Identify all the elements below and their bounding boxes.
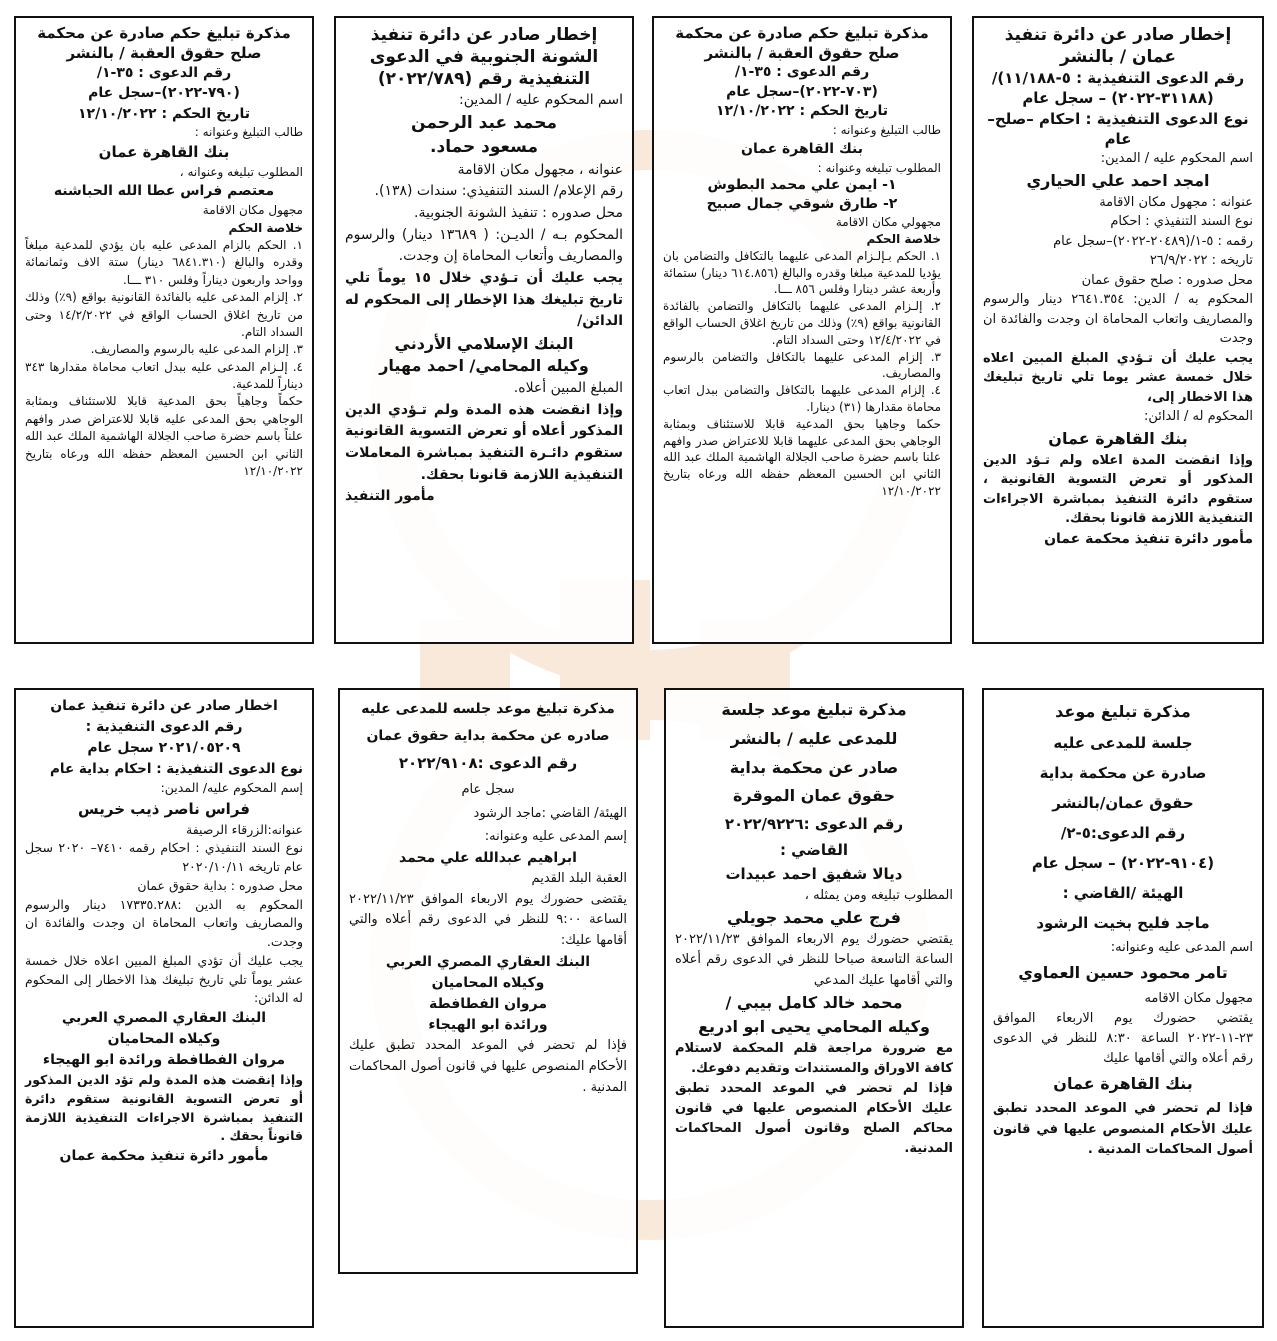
- hearing-details: يقتضي حضورك يوم الاربعاء الموافق ٢٠٢٢/١١/٢٣ الساعة التاسعة صباحا للنظر في الدعوى رقم أعلاه والتي أقامها عليك المدعي: [675, 932, 953, 988]
- summary-label: خلاصة الحكم: [866, 231, 941, 246]
- creditor-label: المحكوم له / الدائن:: [1143, 409, 1253, 425]
- recipients-address: مجهولي مكان الاقامة: [835, 215, 941, 230]
- title-line-4: حقوق عمان الموقرة: [733, 786, 895, 806]
- document-date: تاريخه : ٢٦/٩/٢٠٢٢: [1149, 253, 1253, 269]
- notice-amman-execution-khrais: [14, 688, 314, 1328]
- document-origin: محل صدوره : بداية حقوق عمان: [137, 877, 303, 893]
- hearing-details: يقتضي حضورك يوم الاربعاء الموافق ٢٣-١١-٢٠٢٢ الساعة ٨:٣٠ للنظر في الدعوى رقم أعلاه والتي أقامها عليك: [993, 1010, 1254, 1066]
- recipient-2: ٢- طارق شوقي جمال صبيح: [706, 196, 898, 213]
- notice-hearing-juwaili: [664, 688, 964, 1328]
- case-label: رقم الدعوى التنفيذية :: [85, 719, 243, 735]
- case-type: نوع الدعوى التنفيذية : احكام –صلح–عام: [987, 109, 1249, 148]
- verdict-item-4: ٤. إلـزام المدعى عليه ببدل اتعاب محاماة مقدارها ٣٤٣ ديناراً للمدعية.: [25, 359, 303, 392]
- notice-amman-execution-alhayari: [972, 16, 1264, 644]
- title-line-3: صادر عن محكمة بداية: [729, 757, 899, 777]
- registry: سجل عام: [461, 781, 515, 797]
- notice-title: إخطار صادر عن دائرة تنفيذ عمان / بالنشر: [1004, 25, 1232, 68]
- ruling-text: حكماً وجاهياً بحق المدعية قابلا للاستئناف وبمثابة الوجاهي بحق المدعى عليه قابلا للاعتراض صدر وافهم علناً باسم حضرة صاحب الجلالة الهاشمية الملك عبد الله الثاني ابن الحسين المعظم حفظه الله ورعاه بتاريخ ١٢/١٠/٢٠٢٢: [25, 394, 303, 479]
- plaintiff-name: البنك العقاري المصري العربي: [385, 954, 591, 971]
- panel-label: الهيئة /القاضي :: [1062, 884, 1184, 902]
- creditor-name: البنك العقاري المصري العربي: [61, 1010, 267, 1026]
- notice-hearing-ibrahim: [338, 688, 638, 1274]
- debtor-label: اسم المحكوم عليه / المدين:: [1100, 151, 1253, 167]
- plaintiff-lawyer: وكيله المحامي يحيى ابو ادريع: [698, 1016, 930, 1036]
- signature: مأمور التنفيذ: [345, 488, 435, 505]
- debtor-address: عنوانه : مجهول مكان الاقامة: [1099, 194, 1253, 210]
- recipients-label: المطلوب تبليغه وعنوانه :: [817, 160, 941, 175]
- lawyers-names: مروان الفطافطة ورائدة ابو الهيجاء: [42, 1052, 286, 1068]
- lawyers-label: وكيلاه المحاميان: [107, 1031, 221, 1047]
- plaintiff-name: محمد خالد كامل بيبي /: [725, 992, 903, 1012]
- creditor-name: البنك الإسلامي الأردني: [394, 334, 574, 354]
- signature: مأمور دائرة تنفيذ محكمة عمان: [59, 1148, 269, 1164]
- debtor-name: امجد احمد علي الحياري: [1026, 170, 1210, 190]
- requester-name: بنك القاهرة عمان: [741, 140, 863, 157]
- verdict-item-3: ٣. إلزام المدعى عليه بالرسوم والمصاريف.: [90, 342, 303, 357]
- debtor-name-2: مسعود حماد.: [430, 136, 538, 157]
- case-number: رقم الدعوى : ٣٥-١/: [734, 64, 870, 80]
- debtor-address: عنوانه ، مجهول مكان الاقامة: [457, 161, 623, 178]
- title-line-1: مذكرة تبليغ موعد جلسة: [721, 700, 907, 719]
- notice-title: مذكرة تبليغ حكم صادرة عن محكمة صلح حقوق العقبة / بالنشر: [675, 24, 929, 62]
- document-number: رقمه : ٥-١/(٢٠٤٨٩-٢٠٢٢)–سجل عام: [1053, 233, 1253, 249]
- absence-warning: فإذا لم تحضر في الموعد المحدد تطبق عليك الأحكام المنصوص عليها في قانون أصول المحاكمات المدنية .: [349, 1038, 627, 1095]
- notice-title: إخطار صادر عن دائرة تنفيذ الشونة الجنوبية في الدعوى التنفيذية رقم (٢٠٢٢/٧٨٩): [369, 25, 599, 90]
- panel-judge: الهيئة/ القاضي :ماجد الرشود: [473, 806, 627, 822]
- enforcement-warning: وإذا إنقضت هذه المدة ولم تؤد الدين المذكور أو تعرض التسوية القانونية ستقوم دائرة التنفيذ بمباشرة الاجراءات التنفيذية اللازمة قانوناً بحقك .: [25, 1072, 303, 1144]
- case-year: (٩١٠٤-٢٠٢٢) – سجل عام: [1031, 854, 1215, 872]
- judgment-amount: المحكوم به / الدين: ٢٦٤١.٣٥٤ دينار والرسوم والمصاريف واتعاب المحاماة ان وجدت والفائدة ان وجدت: [983, 292, 1253, 347]
- case-year: (٧٩٠-٢٠٢٢)–سجل عام: [88, 85, 240, 102]
- judgment-amount: المحكوم بـه / الديـن: ( ١٣٦٨٩ دينار) والرسوم والمصاريف وأتعاب المحاماة إن وجدت.: [345, 226, 623, 265]
- title-line-2: للمدعى عليه / بالنشر: [730, 728, 898, 748]
- creditor-name: بنك القاهرة عمان: [1048, 428, 1188, 448]
- recipient-address: مجهول مكان الاقامة: [202, 203, 303, 218]
- case-number: رقم الدعوى:٥-٢/: [1060, 824, 1186, 842]
- title-line-2: صادره عن محكمة بداية حقوق عمان: [366, 727, 610, 744]
- verdict-date: تاريخ الحكم : ١٢/١٠/٢٠٢٢: [716, 103, 888, 120]
- title-line-2: جلسة للمدعى عليه: [1053, 734, 1193, 752]
- hearing-details: يقتضى حضورك يوم الاربعاء الموافق ٢٠٢٢/١١/٢٣ الساعة ٩:٠٠ للنظر في الدعوى رقم أعلاه والتي أقامها عليك:: [349, 891, 627, 949]
- enforcement-warning: وإذا انقضت المدة اعلاه ولم تـؤد الدين المذكور أو تعرض التسوية القانونية ، ستقوم دائرة التنفيذ بمباشرة الاجراءات التنفيذية اللازمة قانونا بحقك.: [983, 452, 1253, 527]
- absence-warning: فإذا لم تحضر في الموعد المحدد تطبق عليك الأحكام المنصوص عليها في قانون أصول المحاكمات المدنية .: [993, 1101, 1253, 1157]
- verdict-item-2: ٢. إلـزام المدعى عليهما بالتكافل والتضامن بالفائدة القانونية بواقع (٩٪) وذلك من تاريخ اغلاق الحساب الواقع في ١٢/٤/٢٠٢٢ وحتى السداد التام.: [663, 299, 941, 347]
- recipient-label: المطلوب تبليغه وعنوانه ،: [179, 164, 303, 179]
- signature: مأمور دائرة تنفيذ محكمة عمان: [1044, 530, 1253, 547]
- title-line-1: مذكرة تبليغ موعد: [1055, 702, 1191, 721]
- judgment-amount: المحكوم به الدين :١٧٣٣٥.٢٨٨ دينار والرسوم والمصاريف واتعاب المحاماة ان وجدت والفائدة ان وجدت.: [25, 896, 304, 949]
- verdict-item-2: ٢. إلزام المدعى عليه بالفائدة القانونية بواقع (٩٪) وذلك من تاريخ اغلاق الحساب الواقع في ١٤/٢/٢٠٢٢ وحتى السداد التام.: [25, 290, 304, 339]
- verdict-item-1: ١. الحكم بـإلـزام المدعى عليهما بالتكافل والتضامن بان يؤديا للمدعية مبلغا وقدره والبالغ (٦١٤.٨٥٦ دينار) ستمائة وأربعة عشر دينارا وفلس ٨٥٦ ـــا.: [663, 248, 942, 297]
- recipient-1: ١- ايمن علي محمد البطوش: [707, 177, 897, 194]
- defendant-name: تامر محمود حسين العماوي: [1018, 963, 1228, 983]
- notice-aqaba-verdict-albatoush: [652, 16, 952, 644]
- lawyers-label: وكيلاه المحاميان: [431, 975, 545, 992]
- document-type: نوع السند التنفيذي : احكام: [1110, 214, 1253, 230]
- requester-label: طالب التبليغ وعنوانه :: [194, 124, 303, 139]
- case-type: نوع الدعوى التنفيذية : احكام بداية عام: [49, 761, 303, 777]
- notice-south-shouneh-execution: [334, 16, 634, 644]
- recipient-name: معتصم فراس عطا الله الحباشنه: [53, 183, 275, 200]
- document-origin: محل صدوره : صلح حقوق عمان: [1081, 272, 1253, 288]
- defendant-name: ابراهيم عبدالله علي محمد: [399, 849, 577, 866]
- case-number: رقم الدعوى : ٣٥-١/: [96, 65, 232, 81]
- notice-title: مذكرة تبليغ حكم صادرة عن محكمة صلح حقوق العقبة / بالنشر: [37, 24, 291, 62]
- defendant-label: إسم المدعى عليه وعنوانه:: [484, 829, 627, 845]
- debtor-address: عنوانه:الزرقاء الرصيفة: [186, 821, 303, 837]
- notice-title: اخطار صادر عن دائرة تنفيذ عمان: [50, 698, 278, 714]
- title-line-1: مذكرة تبليغ موعد جلسه للمدعى عليه: [361, 701, 615, 717]
- title-line-3: صادرة عن محكمة بداية: [1039, 764, 1207, 782]
- payment-demand: يجب عليك أن تـؤدي المبلغ المبين اعلاه خلال خمسة عشر يوما تلي تاريخ تبليغك هذا الاخطار إلى،: [983, 350, 1253, 405]
- requester-name: بنك القاهرة عمان: [98, 143, 230, 162]
- defendant-address: مجهول مكان الاقامه: [1144, 990, 1253, 1006]
- judge-name: ديالا شفيق احمد عبيدات: [725, 865, 903, 884]
- title-line-4: حقوق عمان/بالنشر: [1052, 794, 1194, 812]
- defendant-label: اسم المدعى عليه وعنوانه:: [1110, 940, 1253, 955]
- lawyer-2: ورائدة ابو الهيجاء: [428, 1017, 548, 1034]
- debtor-label: إسم المحكوم عليه/ المدين:: [160, 780, 303, 796]
- requester-label: طالب التبليغ وعنوانه :: [832, 122, 941, 137]
- recipient-name: فرج علي محمد جويلي: [726, 908, 901, 928]
- creditor-lawyer: وكيله المحامي/ احمد مهيار: [379, 356, 589, 376]
- review-note: مع ضرورة مراجعة قلم المحكمة لاستلام كافة الاوراق والمستندات وتقديم دفوعك.: [675, 1040, 953, 1076]
- document-origin: محل صدوره : تنفيذ الشونة الجنوبية.: [414, 204, 623, 221]
- notice-aqaba-verdict-alhabashneh: [14, 16, 314, 644]
- judge-label: القاضي :: [779, 841, 849, 860]
- lawyer-1: مروان الفطافطة: [428, 996, 548, 1013]
- amount-note: المبلغ المبين أعلاه.: [513, 379, 623, 396]
- payment-demand: يجب عليك أن تؤدي المبلغ المبين اعلاه خلال خمسة عشر يوماً تلي تاريخ تبليغك هذا الاخطار إلى المحكوم له الدائن:: [25, 952, 303, 1006]
- verdict-item-1: ١. الحكم بالزام المدعى عليه بان يؤدي للمدعية مبلغاً وقدره والبالغ (٦٨٤١.٣١٠ دينار) ستة الاف وثمانمائة وواحد واربعون ديناراً وفلس ٣١٠ ـــا.: [25, 237, 303, 287]
- judge-name: ماجد فليح بخيت الرشود: [1036, 914, 1210, 932]
- payment-demand: يجب عليك أن تـؤدي خلال ١٥ يوماً تلي تاريخ تبليغك هذا الإخطار إلى المحكوم له الدائن/: [345, 270, 623, 330]
- verdict-date: تاريخ الحكم : ١٢/١٠/٢٠٢٢: [78, 105, 250, 122]
- debtor-name: فراس ناصر ذيب خريس: [78, 800, 250, 818]
- case-number: رقم الدعوى :٢٠٢٢/٩٢٢٦: [724, 815, 904, 834]
- absence-warning: فإذا لم تحضر في الموعد المحدد تطبق عليك الأحكام المنصوص عليها في قانون محاكم الصلح وقانون أصول المحاكمات المدنية.: [675, 1081, 953, 1157]
- execution-document: نوع السند التنفيذي : احكام رقمه ٧٤١٠– ٢٠٢٠ سجل عام تاريخه ٢٠٢٠/١٠/١١: [25, 840, 303, 874]
- verdict-item-3: ٣. إلزام المدعى عليهما بالتكافل والتضامن بالرسوم والمصاريف.: [663, 349, 941, 381]
- defendant-address: العقبة البلد القديم: [531, 870, 627, 886]
- case-year: (٧٠٣-٢٠٢٢)–سجل عام: [726, 83, 878, 100]
- debtor-name-1: محمد عبد الرحمن: [411, 112, 557, 133]
- execution-document: رقم الإعلام/ السند التنفيذي: سندات (١٣٨).: [374, 183, 623, 200]
- debtor-label: اسم المحكوم عليه / المدين:: [459, 92, 623, 109]
- verdict-item-4: ٤. إلزام المدعى عليهما بالتكافل والتضامن ببدل اتعاب محاماة مقدارها (٣١) دينارا.: [663, 383, 941, 414]
- case-number: رقم الدعوى التنفيذية : ٥-١١/١٨٨)/ (٣١١٨٨-٢٠٢٢) – سجل عام: [991, 69, 1245, 108]
- notice-hearing-alamawi: [982, 688, 1264, 1328]
- plaintiff-name: بنك القاهرة عمان: [1053, 1074, 1193, 1094]
- recipient-label: المطلوب تبليغه ومن يمثله ،: [804, 888, 953, 904]
- case-number: ٢٠٢١/٠٥٢٠٩ سجل عام: [87, 740, 241, 756]
- enforcement-warning: وإذا انقضت هذه المدة ولم تـؤدي الدين المذكور أعلاه أو تعرض التسوية القانونية ستقوم دائـرة التنفيذ بمباشرة المعاملات التنفيذية اللازمة قانونا بحقك.: [345, 401, 623, 483]
- ruling-text: حكما وجاهيا بحق المدعية قابلا للاستئناف وبمثابة الوجاهي بحق المدعى عليهما قابلا للاعتراض صدر وافهم علنا باسم حضرة صاحب الجلالة الهاشمية الملك عبد الله الثاني ابن الحسين المعظم حفظه الله ورعاه بتاريخ ١٢/١٠/٢٠٢٢: [663, 416, 941, 498]
- summary-label: خلاصة الحكم: [228, 220, 303, 235]
- case-number: رقم الدعوى :٢٠٢٢/٩١٠٨: [398, 754, 578, 773]
